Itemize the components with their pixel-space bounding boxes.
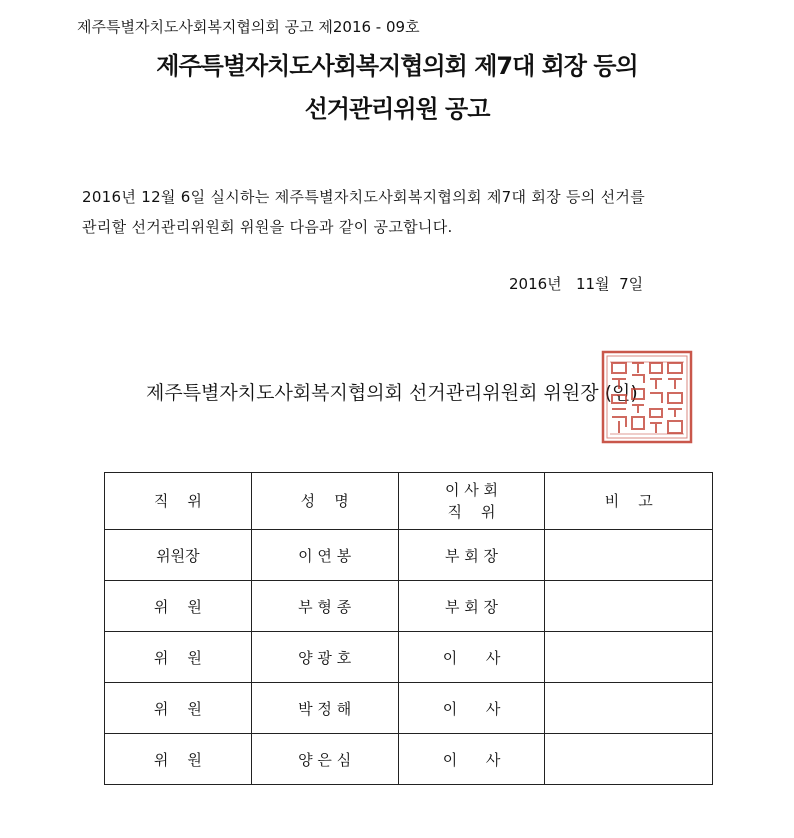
cell-board-position: 이 사 [398,683,545,734]
cell-name: 이 연 봉 [251,530,398,581]
body-paragraph-line1: 2016년 12월 6일 실시하는 제주특별자치도사회복지협의회 제7대 회장 등의 선거를 [82,188,645,206]
official-seal [600,349,694,445]
header-position: 직 위 [105,473,252,530]
announcement-date: 2016년 11월 7일 [509,275,644,293]
cell-remarks [545,632,713,683]
header-board-line1: 이 사 회 [445,481,499,499]
cell-position: 위원장 [105,530,252,581]
cell-position: 위 원 [105,734,252,785]
signature-line: 제주특별자치도사회복지협의회 선거관리위원회 위원장 (인) [146,382,638,404]
cell-position: 위 원 [105,632,252,683]
document-title-line1: 제주특별자치도사회복지협의회 제7대 회장 등의 [156,52,638,80]
cell-board-position: 부 회 장 [398,581,545,632]
cell-board-position: 이 사 [398,734,545,785]
cell-board-position: 부 회 장 [398,530,545,581]
cell-name: 양 광 호 [251,632,398,683]
table-row [105,581,713,632]
notice-number: 제주특별자치도사회복지협의회 공고 제2016 - 09호 [77,18,420,36]
table-row [105,683,713,734]
header-remarks: 비 고 [545,473,713,530]
cell-remarks [545,530,713,581]
header-board-line2: 직 위 [447,503,496,521]
cell-position: 위 원 [105,683,252,734]
committee-members-table [104,472,713,785]
body-paragraph-line2: 관리할 선거관리위원회 위원을 다음과 같이 공고합니다. [82,218,453,236]
cell-remarks [545,734,713,785]
table-row [105,734,713,785]
cell-remarks [545,683,713,734]
header-board-position [398,473,545,530]
table-header-row [105,473,713,530]
header-name: 성 명 [251,473,398,530]
table-row [105,530,713,581]
cell-remarks [545,581,713,632]
cell-board-position: 이 사 [398,632,545,683]
cell-name: 박 정 해 [251,683,398,734]
cell-position: 위 원 [105,581,252,632]
document-title-line2: 선거관리위원 공고 [304,95,490,123]
table-row [105,632,713,683]
cell-name: 부 형 종 [251,581,398,632]
cell-name: 양 은 심 [251,734,398,785]
